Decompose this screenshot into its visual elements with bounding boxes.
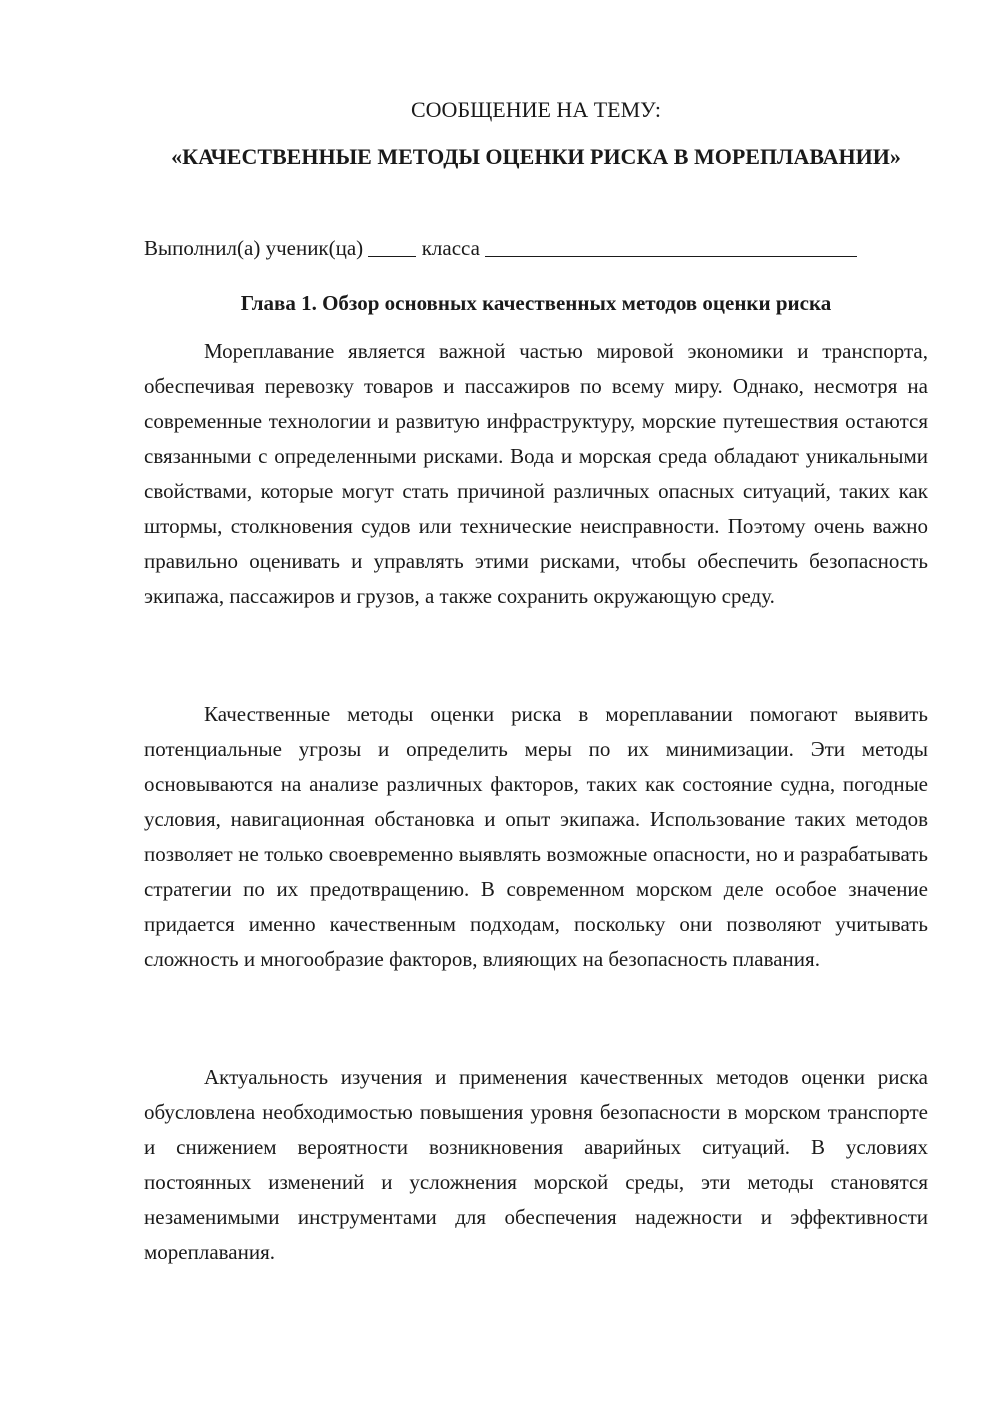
class-blank-field — [368, 234, 416, 257]
name-blank-field — [485, 234, 857, 257]
paragraph-3: Актуальность изучения и применения качественных методов оценки риска обусловлена необходимостью повышения уровня безопасности в морском транспорте и снижением вероятности возникновения аварийных ситуаций. В условиях постоянных изменений и усложнения морской среды, эти методы становятся незаменимыми инструментами для обеспечения надежности и эффективности мореплавания. — [144, 1065, 928, 1264]
author-line — [144, 230, 928, 266]
document-title: «КАЧЕСТВЕННЫЕ МЕТОДЫ ОЦЕНКИ РИСКА В МОРЕПЛАВАНИИ» — [171, 144, 901, 169]
chapter-title: Глава 1. Обзор основных качественных методов оценки риска — [240, 291, 832, 315]
paragraph-1: Мореплавание является важной частью мировой экономики и транспорта, обеспечивая перевозку товаров и пассажиров по всему миру. Однако, несмотря на современные технологии и развитую инфраструктуру, морские путешествия остаются связанными с определенными рисками. Вода и морская среда обладают уникальными свойствами, которые могут стать причиной различных опасных ситуаций, таких как штормы, столкновения судов или технические неисправности. Поэтому очень важно правильно оценивать и управлять этими рисками, чтобы обеспечить безопасность экипажа, пассажиров и грузов, а также сохранить окружающую среду. — [144, 339, 928, 608]
paragraph-2: Качественные методы оценки риска в мореплавании помогают выявить потенциальные угрозы и определить меры по их минимизации. Эти методы основываются на анализе различных факторов, таких как состояние судна, погодные условия, навигационная обстановка и опыт экипажа. Использование таких методов позволяет не только своевременно выявлять возможные опасности, но и разрабатывать стратегии по их предотвращению. В современном морском деле особое значение придается именно качественным подходам, поскольку они позволяют учитывать сложность и многообразие факторов, влияющих на безопасность плавания. — [144, 702, 928, 971]
author-label: Выполнил(а) ученик(ца) — [144, 236, 364, 260]
document-type-heading: СООБЩЕНИЕ НА ТЕМУ: — [411, 97, 661, 122]
class-label: класса — [421, 236, 480, 260]
